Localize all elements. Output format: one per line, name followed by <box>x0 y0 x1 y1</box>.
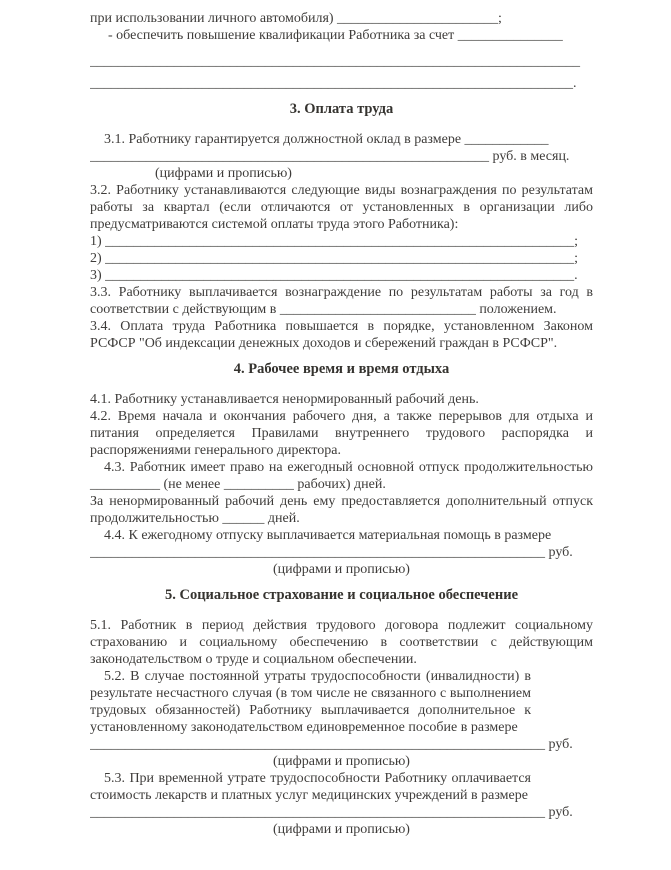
clause-5-3-amount-line: _________________________________________________________________ руб. <box>90 805 573 820</box>
clause-4-1: 4.1. Работнику устанавливается ненормированный рабочий день. <box>90 392 479 407</box>
clause-3-1: 3.1. Работнику гарантируется должностной оклад в размере ____________ <box>104 132 549 147</box>
clause-3-2: 3.2. Работнику устанавливаются следующие виды вознаграждения по результатам работы за квартал (если отличаются от установленных в организации либо предусматриваются системой оплаты труда этого Работника): <box>90 183 593 232</box>
section-4-heading: 4. Рабочее время и время отдыха <box>233 361 450 377</box>
blank-fill-line: ______________________________________________________________________ <box>90 54 580 69</box>
clause-4-3-extra-leave: За ненормированный рабочий день ему предоставляется дополнительный отпуск продолжительностью ______ дней. <box>90 494 593 526</box>
section-5-heading: 5. Социальное страхование и социальное обеспечение <box>164 587 519 603</box>
section-3-heading: 3. Оплата труда <box>289 101 394 117</box>
fill-in-caption: (цифрами и прописью) <box>155 166 292 181</box>
clause-5-2-amount-line: _________________________________________________________________ руб. <box>90 737 573 752</box>
clause-4-2: 4.2. Время начала и окончания рабочего дня, а также перерывов для отдыха и питания определяется Правилами внутреннего трудового распорядка и распоряжениями генерального директора. <box>90 409 593 458</box>
clause-4-4: 4.4. К ежегодному отпуску выплачивается материальная помощь в размере <box>104 528 552 543</box>
contract-continuation-line: при использовании личного автомобиля) _______________________; <box>90 11 502 26</box>
clause-3-1-amount-line: _________________________________________________________ руб. в месяц. <box>90 149 570 164</box>
clause-3-3: 3.3. Работнику выплачивается вознаграждение по результатам работы за год в соответствии с действующим в ____________________________ положением. <box>90 285 593 317</box>
fill-in-caption: (цифрами и прописью) <box>273 754 410 769</box>
fill-in-caption: (цифрами и прописью) <box>273 822 410 837</box>
clause-4-4-amount-line: _________________________________________________________________ руб. <box>90 545 573 560</box>
fill-in-caption: (цифрами и прописью) <box>273 562 410 577</box>
clause-3-2-item-1: 1) ___________________________________________________________________; <box>90 234 579 249</box>
clause-3-2-item-3: 3) ___________________________________________________________________. <box>90 268 578 283</box>
contract-obligation-line: - обеспечить повышение квалификации Работника за счет _______________ <box>108 28 563 43</box>
clause-5-2: 5.2. В случае постоянной утраты трудоспособности (инвалидности) в результате несчастного случая (в том числе не связанного с выполнением трудовых обязанностей) Работнику выплачивается дополнительное к установленному законодательством единовременное пособие в размере <box>90 669 531 735</box>
clause-3-2-item-2: 2) ___________________________________________________________________; <box>90 251 579 266</box>
clause-5-3: 5.3. При временной утрате трудоспособности Работнику оплачивается стоимость лекарств и платных услуг медицинских учреждений в размере <box>90 771 531 803</box>
blank-fill-line: _____________________________________________________________________. <box>90 76 577 91</box>
clause-4-3: 4.3. Работник имеет право на ежегодный основной отпуск продолжительностью __________ (не менее __________ рабочих) дней. <box>90 460 593 492</box>
clause-5-1: 5.1. Работник в период действия трудового договора подлежит социальному страхованию и социальному обеспечению в соответствии с действующим законодательством о труде и социальном обеспечении. <box>90 618 593 667</box>
clause-3-4: 3.4. Оплата труда Работника повышается в порядке, установленном Законом РСФСР "Об индексации денежных доходов и сбережений граждан в РСФСР". <box>90 319 593 351</box>
